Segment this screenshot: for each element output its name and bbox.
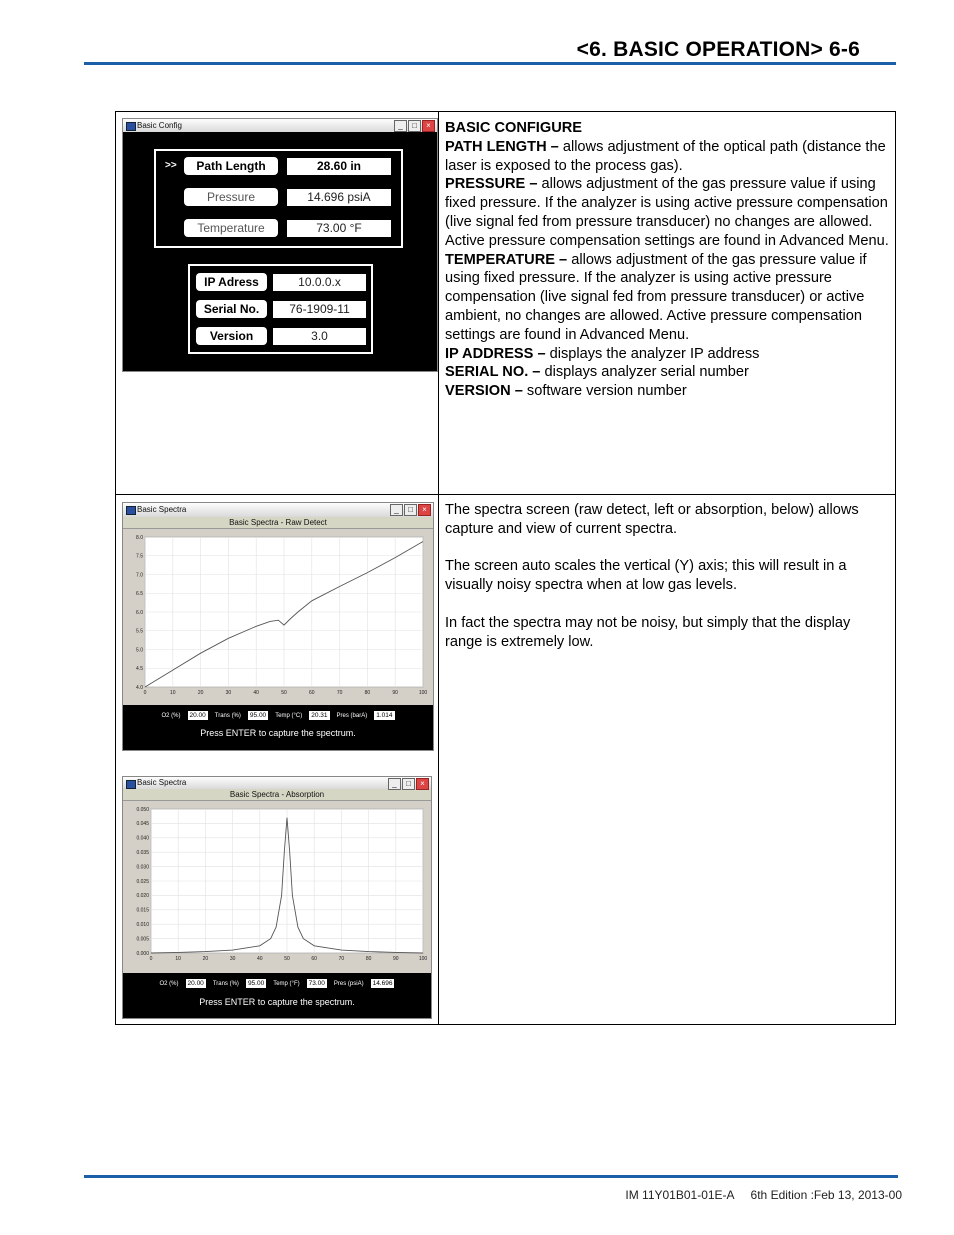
status-o2-value: 20.00: [189, 712, 206, 719]
window-controls: [390, 504, 431, 516]
spectra-paragraph: In fact the spectra may not be noisy, but simply that the display range is extremely low.: [445, 614, 851, 650]
window-title: Basic Spectra: [137, 778, 187, 787]
y-tick-label: 0.000: [136, 950, 149, 957]
chart-area: [123, 801, 431, 973]
doc-id: IM 11Y01B01-01E-A: [625, 1188, 735, 1202]
temperature-label[interactable]: Temperature: [184, 219, 278, 237]
maximize-icon[interactable]: □: [402, 778, 415, 790]
window-controls: [388, 778, 429, 790]
x-tick-label: 80: [365, 956, 372, 962]
window-title: Basic Spectra: [137, 505, 187, 514]
y-tick-label: 0.050: [136, 806, 149, 813]
absorption-chart: [123, 801, 431, 973]
x-tick-label: 100: [418, 690, 428, 696]
x-tick-label: 90: [392, 690, 398, 696]
temperature-value[interactable]: 73.00 °F: [287, 220, 391, 237]
y-tick-label: 0.035: [136, 850, 149, 856]
pressure-label[interactable]: Pressure: [184, 188, 278, 206]
x-tick-label: 30: [225, 690, 232, 696]
status-temp-label: Temp (°F): [273, 980, 300, 987]
spectra-raw-window: [122, 502, 434, 751]
status-o2-label: O2 (%): [159, 980, 179, 987]
window-titlebar: [123, 503, 433, 517]
spectra-absorption-window: [122, 776, 432, 1019]
y-tick-label: 6.0: [136, 609, 143, 616]
section-heading: BASIC CONFIGURE: [445, 120, 583, 136]
basic-config-description: [439, 112, 895, 494]
y-tick-label: 0.015: [136, 907, 149, 914]
header-rule: [84, 62, 896, 65]
x-tick-label: 50: [281, 690, 287, 696]
basic-config-window: [122, 118, 438, 372]
y-tick-label: 0.030: [136, 864, 149, 871]
desc-version: VERSION – software version number: [445, 383, 687, 400]
y-tick-label: 0.025: [136, 878, 149, 885]
y-tick-label: 0.005: [136, 936, 149, 943]
minimize-icon[interactable]: _: [388, 778, 401, 790]
raw-detect-chart: [123, 529, 433, 705]
footer: [625, 1188, 902, 1202]
status-temp-label: Temp (°C): [275, 712, 303, 719]
x-tick-label: 60: [311, 956, 317, 962]
x-tick-label: 70: [336, 690, 343, 696]
x-tick-label: 10: [175, 956, 181, 962]
serial-number-label: Serial No.: [196, 300, 267, 318]
y-tick-label: 4.5: [136, 666, 143, 673]
window-titlebar: [123, 119, 437, 132]
x-tick-label: 100: [418, 956, 428, 962]
x-tick-label: 0: [149, 956, 153, 962]
capture-prompt: Press ENTER to capture the spectrum.: [200, 728, 356, 738]
status-trans-label: Trans (%): [212, 980, 239, 987]
status-pres-value: 14.696: [372, 980, 393, 987]
spectra-paragraph: The screen auto scales the vertical (Y) axis; this will result in a visually noisy spectra when at low gas levels.: [445, 558, 847, 594]
x-tick-label: 10: [170, 690, 176, 696]
status-bar: [123, 979, 431, 988]
y-tick-label: 0.045: [136, 821, 149, 828]
spectra-description: [439, 495, 895, 1024]
y-tick-label: 6.5: [136, 591, 143, 598]
chart-area: [123, 529, 433, 705]
status-trans-label: Trans (%): [214, 712, 241, 719]
x-tick-label: 40: [257, 956, 263, 962]
x-tick-label: 80: [364, 690, 371, 696]
status-trans-value: 95.00: [249, 712, 267, 719]
path-length-value[interactable]: 28.60 in: [287, 158, 391, 175]
serial-number-value: 76-1909-11: [273, 301, 366, 318]
y-tick-label: 0.040: [136, 835, 149, 842]
x-tick-label: 90: [393, 956, 399, 962]
status-bar: [123, 711, 433, 720]
table-row: [116, 112, 895, 494]
close-icon[interactable]: ×: [422, 120, 435, 132]
config-fields-panel: [154, 149, 403, 248]
y-tick-label: 5.5: [136, 628, 143, 635]
desc-temperature: TEMPERATURE – allows adjustment of the gas pressure value if using fixed pressure. If the analyzer is using active pressure compensation (live signal fed from pressure transducer) or active ambient, no changes are allowed. Active pressure compensation settings are found in Advanced Menu.: [445, 251, 867, 343]
ip-address-value: 10.0.0.x: [273, 274, 366, 291]
x-tick-label: 30: [229, 956, 236, 962]
pressure-value[interactable]: 14.696 psiA: [287, 189, 391, 206]
capture-prompt: Press ENTER to capture the spectrum.: [199, 997, 355, 1007]
y-tick-label: 8.0: [136, 534, 143, 541]
y-tick-label: 0.020: [136, 893, 149, 900]
minimize-icon[interactable]: _: [390, 504, 403, 516]
content-table: [115, 111, 896, 1025]
device-info-panel: [188, 264, 373, 354]
window-titlebar: [123, 777, 431, 789]
desc-path-length: PATH LENGTH – allows adjustment of the optical path (distance the laser is exposed to the process gas).: [445, 138, 886, 174]
ip-address-label: IP Adress: [196, 273, 267, 291]
status-temp-value: 20.31: [311, 712, 328, 719]
version-value: 3.0: [273, 328, 366, 345]
spectra-paragraph: The spectra screen (raw detect, left or absorption, below) allows capture and view of current spectra.: [445, 502, 859, 537]
status-pres-label: Pres (psiA): [333, 980, 364, 987]
app-icon: [126, 780, 136, 789]
x-tick-label: 0: [143, 690, 147, 696]
maximize-icon[interactable]: □: [404, 504, 417, 516]
spectra-cell: [116, 495, 439, 1024]
chart-title: Basic Spectra - Absorption: [123, 789, 431, 801]
page-title: <6. BASIC OPERATION> 6-6: [576, 38, 860, 61]
app-icon: [126, 122, 136, 131]
close-icon[interactable]: ×: [418, 504, 431, 516]
basic-config-cell: [116, 112, 439, 494]
status-trans-value: 95.00: [247, 980, 265, 987]
status-o2-label: O2 (%): [161, 712, 181, 719]
selector-arrow: >>: [165, 160, 177, 171]
desc-pressure: PRESSURE – allows adjustment of the gas pressure value if using fixed pressure. If the analyzer is using active pressure compensation (live signal fed from pressure transducer) no changes are allowed. Active pressure compensation settings are found in Advanced Menu.: [445, 176, 889, 249]
y-tick-label: 5.0: [136, 647, 143, 654]
close-icon[interactable]: ×: [416, 778, 429, 790]
y-tick-label: 7.5: [136, 553, 143, 560]
x-tick-label: 20: [202, 956, 209, 962]
x-tick-label: 60: [309, 690, 315, 696]
desc-ip-address: IP ADDRESS – displays the analyzer IP address: [445, 345, 760, 362]
y-tick-label: 0.010: [136, 922, 149, 928]
footer-rule: [84, 1175, 898, 1178]
edition: 6th Edition :Feb 13, 2013-00: [750, 1188, 902, 1202]
chart-title: Basic Spectra - Raw Detect: [123, 517, 433, 529]
status-o2-value: 20.00: [187, 980, 204, 987]
version-label: Version: [196, 327, 267, 345]
minimize-icon[interactable]: _: [394, 120, 407, 132]
x-tick-label: 50: [284, 956, 290, 962]
window-controls: [394, 120, 435, 132]
desc-serial-no: SERIAL NO. – displays analyzer serial number: [445, 364, 749, 381]
path-length-label[interactable]: Path Length: [184, 157, 278, 175]
status-pres-value: 1.014: [376, 712, 393, 719]
x-tick-label: 70: [338, 956, 345, 962]
x-tick-label: 40: [253, 690, 259, 696]
table-row: [116, 494, 895, 1024]
status-temp-value: 73.00: [308, 980, 325, 987]
x-tick-label: 20: [197, 690, 204, 696]
app-icon: [126, 506, 136, 515]
y-tick-label: 4.0: [136, 684, 143, 691]
status-pres-label: Pres (barA): [336, 712, 368, 719]
y-tick-label: 7.0: [136, 572, 143, 579]
window-title: Basic Config: [137, 121, 182, 130]
maximize-icon[interactable]: □: [408, 120, 421, 132]
